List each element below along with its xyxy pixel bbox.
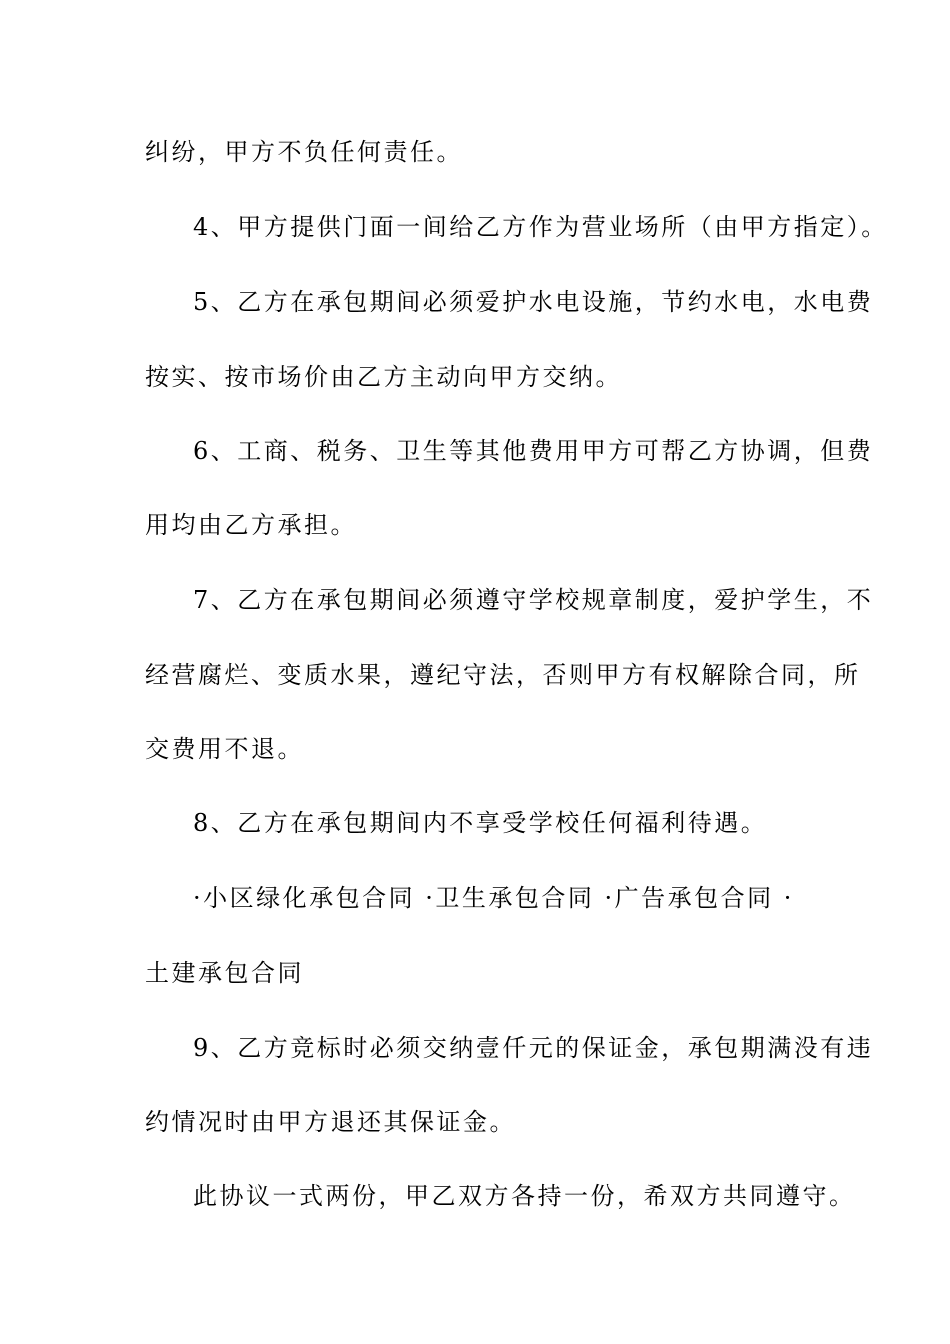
clause-8: 8、乙方在承包期间内不享受学校任何福利待遇。: [193, 809, 768, 837]
paragraph-line: 纠纷，甲方不负任何责任。: [145, 138, 463, 166]
closing-statement: 此协议一式两份，甲乙双方各持一份，希双方共同遵守。: [193, 1182, 856, 1210]
paragraph-line: 用均由乙方承担。: [145, 511, 357, 539]
paragraph-line: 土建承包合同: [145, 959, 304, 987]
related-contracts-links: ·小区绿化承包合同 ·卫生承包合同 ·广告承包合同 ·: [193, 884, 794, 912]
clause-6: 6、工商、税务、卫生等其他费用甲方可帮乙方协调，但费: [193, 437, 874, 465]
paragraph-line: 经营腐烂、变质水果，遵纪守法，否则甲方有权解除合同，所: [145, 661, 861, 689]
clause-5: 5、乙方在承包期间必须爱护水电设施，节约水电，水电费: [193, 288, 874, 316]
clause-9: 9、乙方竞标时必须交纳壹仟元的保证金，承包期满没有违: [193, 1034, 874, 1062]
paragraph-line: 按实、按市场价由乙方主动向甲方交纳。: [145, 363, 622, 391]
clause-4: 4、甲方提供门面一间给乙方作为营业场所（由甲方指定）。: [193, 213, 888, 241]
paragraph-line: 交费用不退。: [145, 735, 304, 763]
paragraph-line: 约情况时由甲方退还其保证金。: [145, 1108, 516, 1136]
clause-7: 7、乙方在承包期间必须遵守学校规章制度，爱护学生，不: [193, 586, 874, 614]
